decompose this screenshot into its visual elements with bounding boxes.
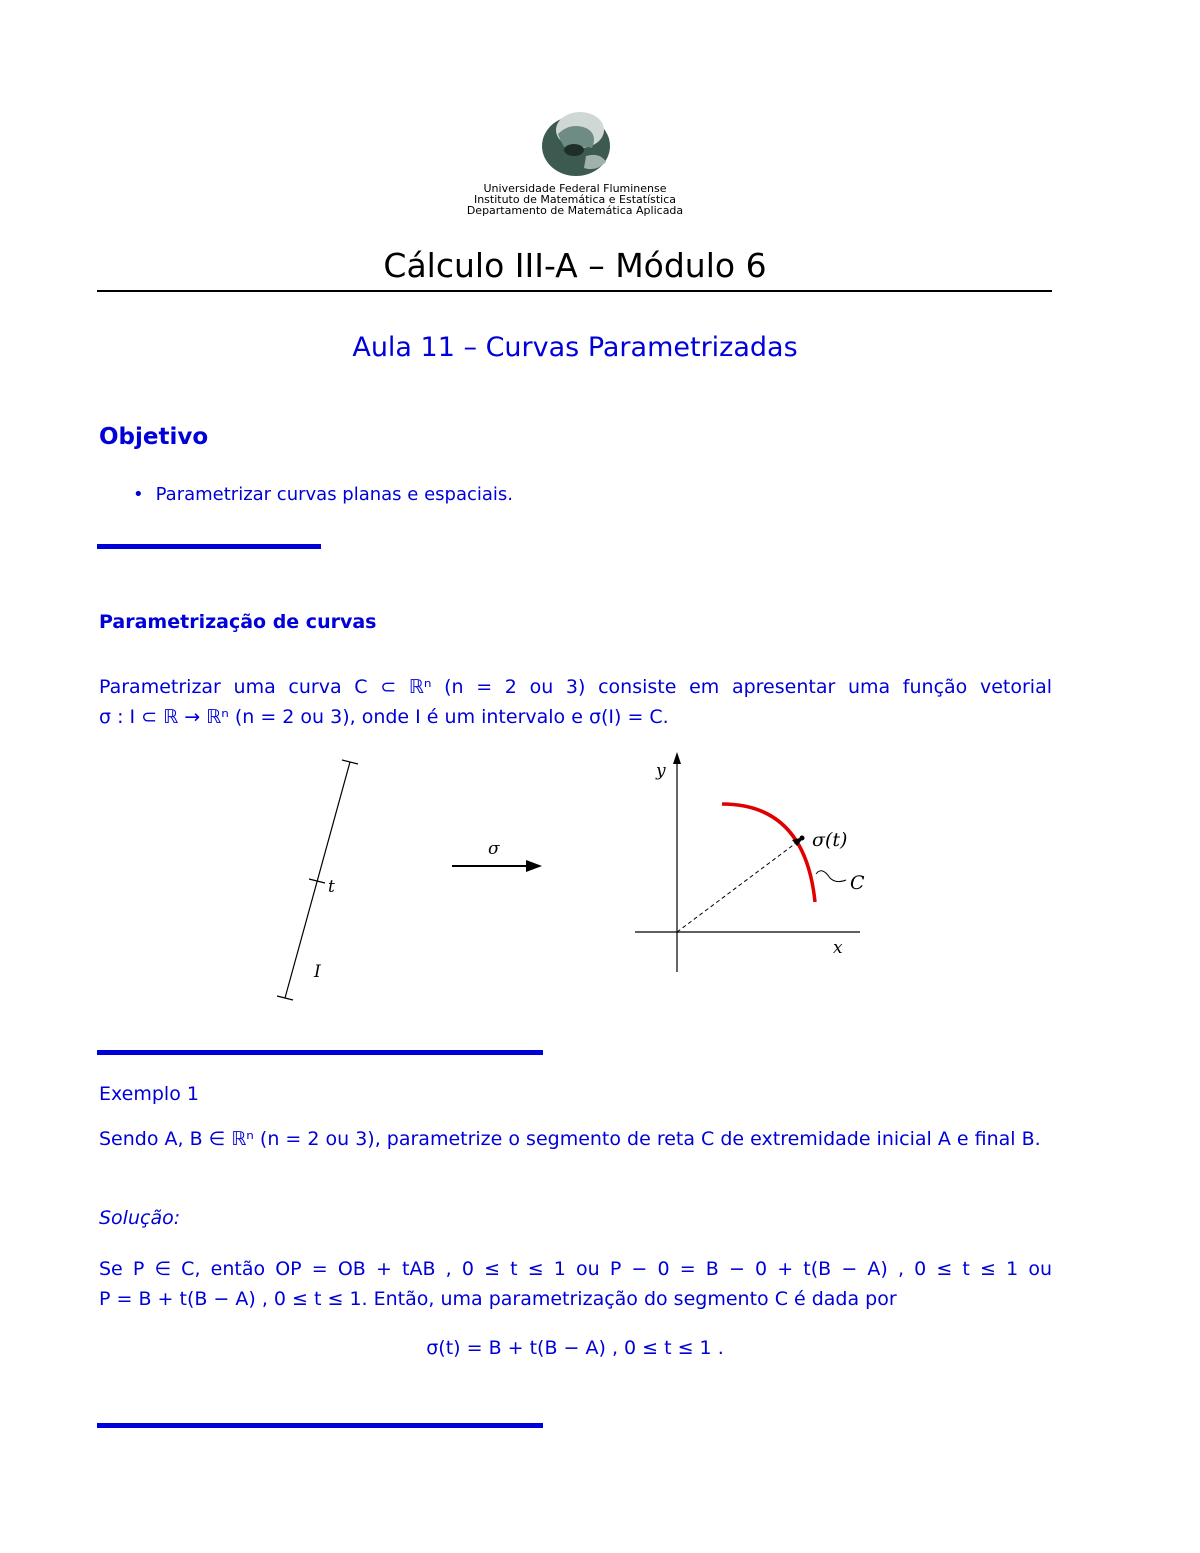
- section-divider: [97, 1050, 543, 1055]
- y-axis-label: y: [656, 761, 666, 781]
- curve-point: [800, 836, 805, 841]
- lesson-title: Aula 11 – Curvas Parametrizadas: [352, 332, 798, 363]
- example-statement: Sendo A, B ∈ ℝⁿ (n = 2 ou 3), parametrize o segmento de reta C de extremidade inicial A e final B.: [99, 1128, 1041, 1150]
- parametrization-figure: [270, 750, 890, 1010]
- section-divider: [97, 1423, 543, 1428]
- sigma-label: σ: [488, 839, 500, 859]
- interval-label: I: [314, 962, 321, 982]
- solution-heading: Solução:: [99, 1207, 181, 1229]
- university-logo: [536, 104, 616, 182]
- solution-line-2: P = B + t(B − A) , 0 ≤ t ≤ 1. Então, uma parametrização do segmento C é dada por: [99, 1288, 897, 1310]
- department-name: Departamento de Matemática Aplicada: [466, 204, 684, 217]
- section-heading: Parametrização de curvas: [99, 611, 377, 633]
- sigma-t-label: σ(t): [812, 829, 848, 851]
- institute-name: Instituto de Matemática e Estatística: [473, 193, 677, 206]
- objective-heading: Objetivo: [99, 424, 209, 450]
- objective-item: [133, 484, 513, 505]
- section-divider: [97, 544, 321, 549]
- objective-item-text: Parametrizar curvas planas e espaciais.: [155, 484, 514, 505]
- t-label: t: [328, 877, 335, 897]
- parametrization-formula: σ(t) = B + t(B − A) , 0 ≤ t ≤ 1 .: [426, 1337, 724, 1359]
- mapping-arrowhead: [526, 860, 542, 872]
- y-axis-arrowhead: [673, 752, 681, 764]
- x-axis-label: x: [833, 938, 843, 958]
- university-name: Universidade Federal Fluminense: [483, 182, 667, 195]
- section-paragraph-line-2: σ : I ⊂ ℝ → ℝⁿ (n = 2 ou 3), onde I é um intervalo e σ(I) = C.: [99, 706, 669, 728]
- position-vector: [677, 840, 800, 932]
- section-paragraph-line-1: Parametrizar uma curva C ⊂ ℝⁿ (n = 2 ou 3) consiste em apresentar uma função vetorial: [99, 676, 1052, 698]
- example-heading: Exemplo 1: [99, 1083, 199, 1105]
- title-rule: [97, 290, 1052, 292]
- curve-c-pointer: [816, 871, 846, 882]
- document-title: Cálculo III-A – Módulo 6: [383, 246, 767, 285]
- curve-c-label: C: [850, 872, 865, 894]
- bullet-icon: •: [133, 484, 144, 505]
- solution-line-1: Se P ∈ C, então OP = OB + tAB , 0 ≤ t ≤ 1 ou P − 0 = B − 0 + t(B − A) , 0 ≤ t ≤ 1 ou: [99, 1258, 1052, 1280]
